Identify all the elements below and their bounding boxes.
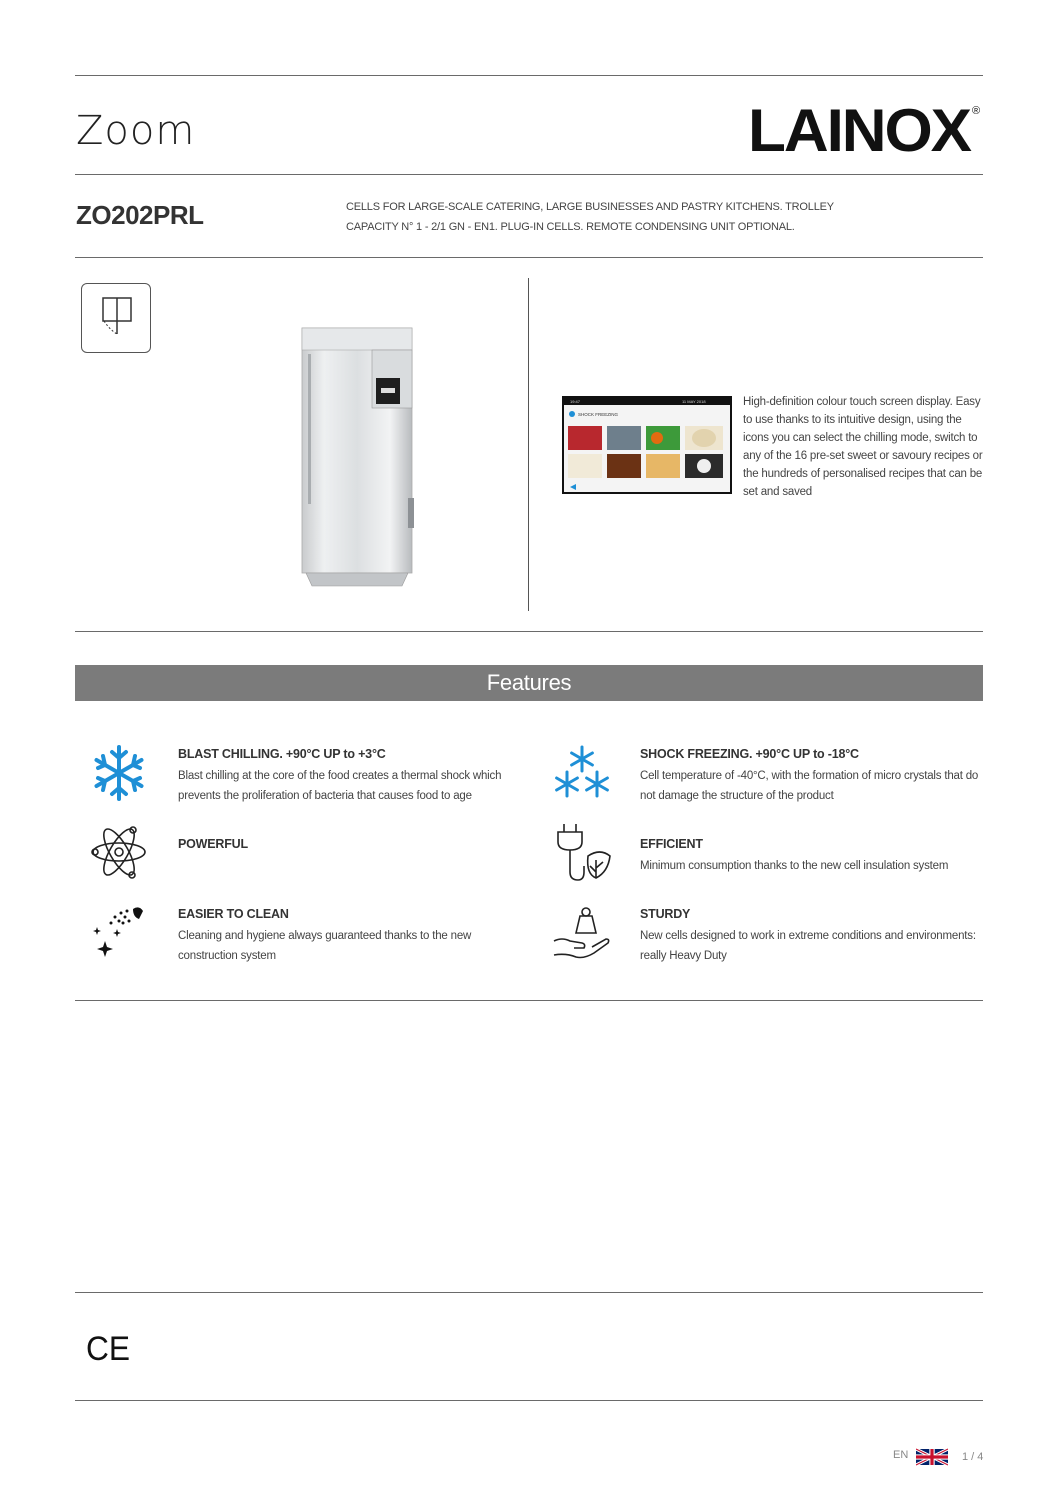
feature-title: EASIER TO CLEAN xyxy=(178,907,289,921)
feature-text: Minimum consumption thanks to the new cell insulation system xyxy=(640,860,949,872)
feature-text: New cells designed to work in extreme conditions and environments: really Heavy Duty xyxy=(640,930,976,962)
feature-title: EFFICIENT xyxy=(640,837,703,851)
ce-mark-icon xyxy=(86,1330,132,1364)
top-divider xyxy=(75,75,983,76)
ce-mark-text: CE xyxy=(86,1330,130,1364)
feature-title: SHOCK FREEZING. +90°C UP to -18°C xyxy=(640,747,859,761)
model-divider xyxy=(75,257,983,258)
lainox-logo xyxy=(748,96,984,156)
atom-icon xyxy=(89,822,149,882)
feature-blast-chilling xyxy=(178,747,528,806)
feature-title: STURDY xyxy=(640,907,691,921)
display-description: High-definition colour touch screen display. Easy to use thanks to its intuitive design, using the icons you can select the chilling mode, switch to any of the 16 pre-set sweet or savoury recipes or the hundreds of personalised recipes that can be set and saved xyxy=(743,396,983,498)
screen-mode-label: SHOCK FREEZING xyxy=(578,412,619,417)
feature-sturdy xyxy=(640,907,985,966)
section-divider xyxy=(75,631,983,632)
brand-name: Zoom xyxy=(76,108,196,154)
snowflakes-icon xyxy=(552,743,612,803)
model-code: ZO202PRL xyxy=(76,200,204,230)
feature-text: Cleaning and hygiene always guaranteed thanks to the new construction system xyxy=(178,930,472,962)
hand-weight-icon xyxy=(552,903,612,963)
page-number: 1 / 4 xyxy=(962,1451,984,1463)
door-configuration-icon xyxy=(81,283,151,353)
footer-bottom-divider xyxy=(75,1400,983,1401)
feature-powerful xyxy=(178,837,528,856)
logo-registered-mark: ® xyxy=(972,105,981,117)
product-image xyxy=(298,326,416,588)
feature-easier-to-clean xyxy=(178,907,528,966)
features-divider xyxy=(75,1000,983,1001)
feature-text: Cell temperature of -40°C, with the formation of micro crystals that do not damage the structure of the product xyxy=(640,770,979,802)
svg-text:19:47: 19:47 xyxy=(570,399,581,404)
header-divider xyxy=(75,174,983,175)
feature-title: POWERFUL xyxy=(178,837,248,851)
touch-screen-image xyxy=(562,396,732,494)
feature-shock-freezing xyxy=(640,747,985,806)
vertical-divider xyxy=(528,278,529,611)
product-description: CELLS FOR LARGE-SCALE CATERING, LARGE BUSINESSES AND PASTRY KITCHENS. TROLLEY CAPACITY N° 1 - 2/1 GN - EN1. PLUG-IN CELLS. REMOTE CONDENSING UNIT OPTIONAL. xyxy=(346,201,834,233)
uk-flag-icon[interactable] xyxy=(916,1447,948,1467)
svg-text:11 MAY 2018: 11 MAY 2018 xyxy=(682,399,706,404)
features-heading: Features xyxy=(75,665,983,701)
sparkle-clean-icon xyxy=(89,903,149,963)
feature-efficient xyxy=(640,837,990,876)
feature-text: Blast chilling at the core of the food creates a thermal shock which prevents the proliferation of bacteria that causes food to age xyxy=(178,770,502,802)
logo-text: LAINOX xyxy=(748,97,973,156)
footer-top-divider xyxy=(75,1292,983,1293)
feature-title: BLAST CHILLING. +90°C UP to +3°C xyxy=(178,747,386,761)
language-code: EN xyxy=(893,1449,909,1461)
eco-plug-icon xyxy=(552,822,612,882)
snowflake-icon xyxy=(89,743,149,803)
